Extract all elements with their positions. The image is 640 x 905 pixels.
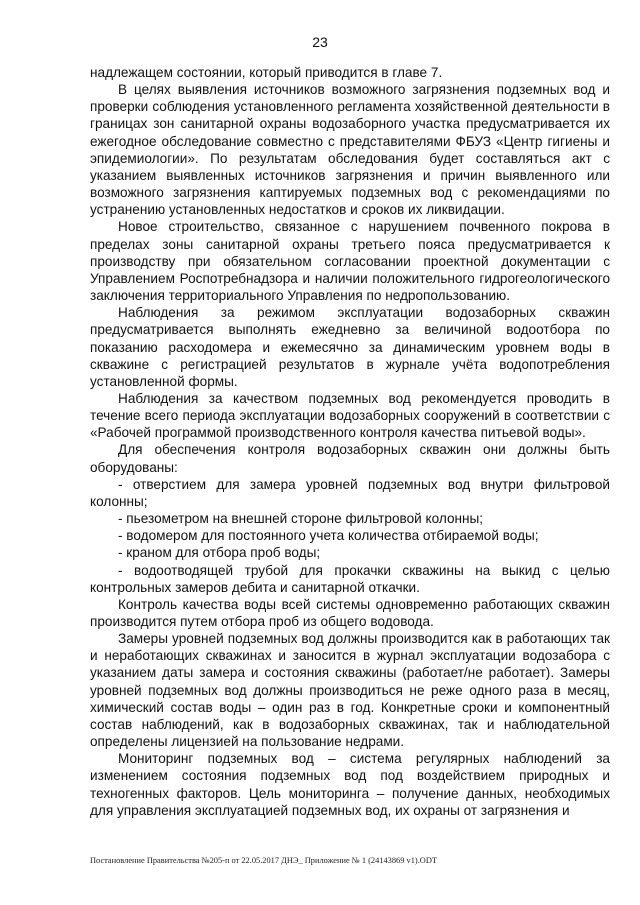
paragraph-equipment-intro: Для обеспечения контроля водозаборных скважин они должны быть оборудованы: — [90, 442, 610, 475]
page-number: 23 — [312, 34, 328, 50]
paragraph-groundwater-monitoring: Мониторинг подземных вод – система регулярных наблюдений за изменением состояния подземных вод под воздействием природных и техногенных факторов. Цель мониторинга – получение данных, необходимых для управления эксплуатацией подземных вод, их охраны от загрязнения и — [90, 751, 610, 818]
paragraph-construction: Новое строительство, связанное с нарушением почвенного покрова в пределах зоны санитарной охраны третьего пояса предусматривается к производству при обязательном согласовании проектной документации с Управлением Роспотребнадзора и наличии положительного гидрогеологического заключения территориального Управления по недропользованию. — [90, 219, 610, 304]
paragraph-operation-monitoring: Наблюдения за режимом эксплуатации водозаборных скважин предусматривается выполнять ежедневно за величиной водоотбора по показанию расходомера и ежемесячно за динамическим уровнем воды в скважине с регистрацией результатов в журнале учёта водопотребления установленной формы. — [90, 305, 610, 389]
list-item-water-meter: - водомером для постоянного учета количества отбираемой воды; — [118, 528, 539, 544]
list-item-discharge-pipe: - водоотводящей трубой для прокачки скважины на выкид с целью контрольных замеров дебита и санитарной откачки. — [90, 562, 610, 595]
list-item-piezometer: - пьезометром на внешней стороне фильтровой колонны; — [118, 511, 484, 527]
paragraph-continuation: надлежащем состоянии, который приводится в главе 7. — [90, 65, 443, 80]
paragraph-quality-control: Контроль качества воды всей системы одновременно работающих скважин производится путем отбора проб из общего водовода. — [90, 596, 610, 629]
document-body — [90, 64, 610, 819]
document-footer: Постановление Правительства №205-п от 22.05.2017 ДНЭ_ Приложение № 1 (24143869 v1).ODT — [90, 856, 437, 865]
paragraph-level-measurements: Замеры уровней подземных вод должны производится как в работающих так и неработающих скважинах и заносится в журнал эксплуатации водозабора с указанием даты замера и состояния скважины (работает/не работает). Замеры уровней подземных вод должны производиться не реже одного раза в месяц, химический состав воды – один раз в год. Конкретные сроки и компонентный состав наблюдений, как в водозаборных скважинах, так и наблюдательной определены лицензией на пользование недрами. — [90, 631, 610, 750]
list-item-opening: - отверстием для замера уровней подземных вод внутри фильтровой колонны; — [90, 476, 610, 509]
paragraph-inspection: В целях выявления источников возможного загрязнения подземных вод и проверки соблюдения установленного регламента хозяйственной деятельности в границах зон санитарной охраны водозаборного участка предусматривается их ежегодное обследование совместно с представителями ФБУЗ «Центр гигиены и эпидемиологии». По результатам обследования будет составляться акт с указанием выявленных источников загрязнения и причин выявленного или возможного загрязнения каптируемых подземных вод с рекомендациями по устранению установленных недостатков и сроков их ликвидации. — [90, 82, 610, 218]
list-item-sampling-tap: - краном для отбора проб воды; — [118, 545, 321, 561]
paragraph-quality-monitoring: Наблюдения за качеством подземных вод рекомендуется проводить в течение всего периода эксплуатации водозаборных сооружений в соответствии с «Рабочей программой производственного контроля качества питьевой воды». — [90, 390, 610, 441]
